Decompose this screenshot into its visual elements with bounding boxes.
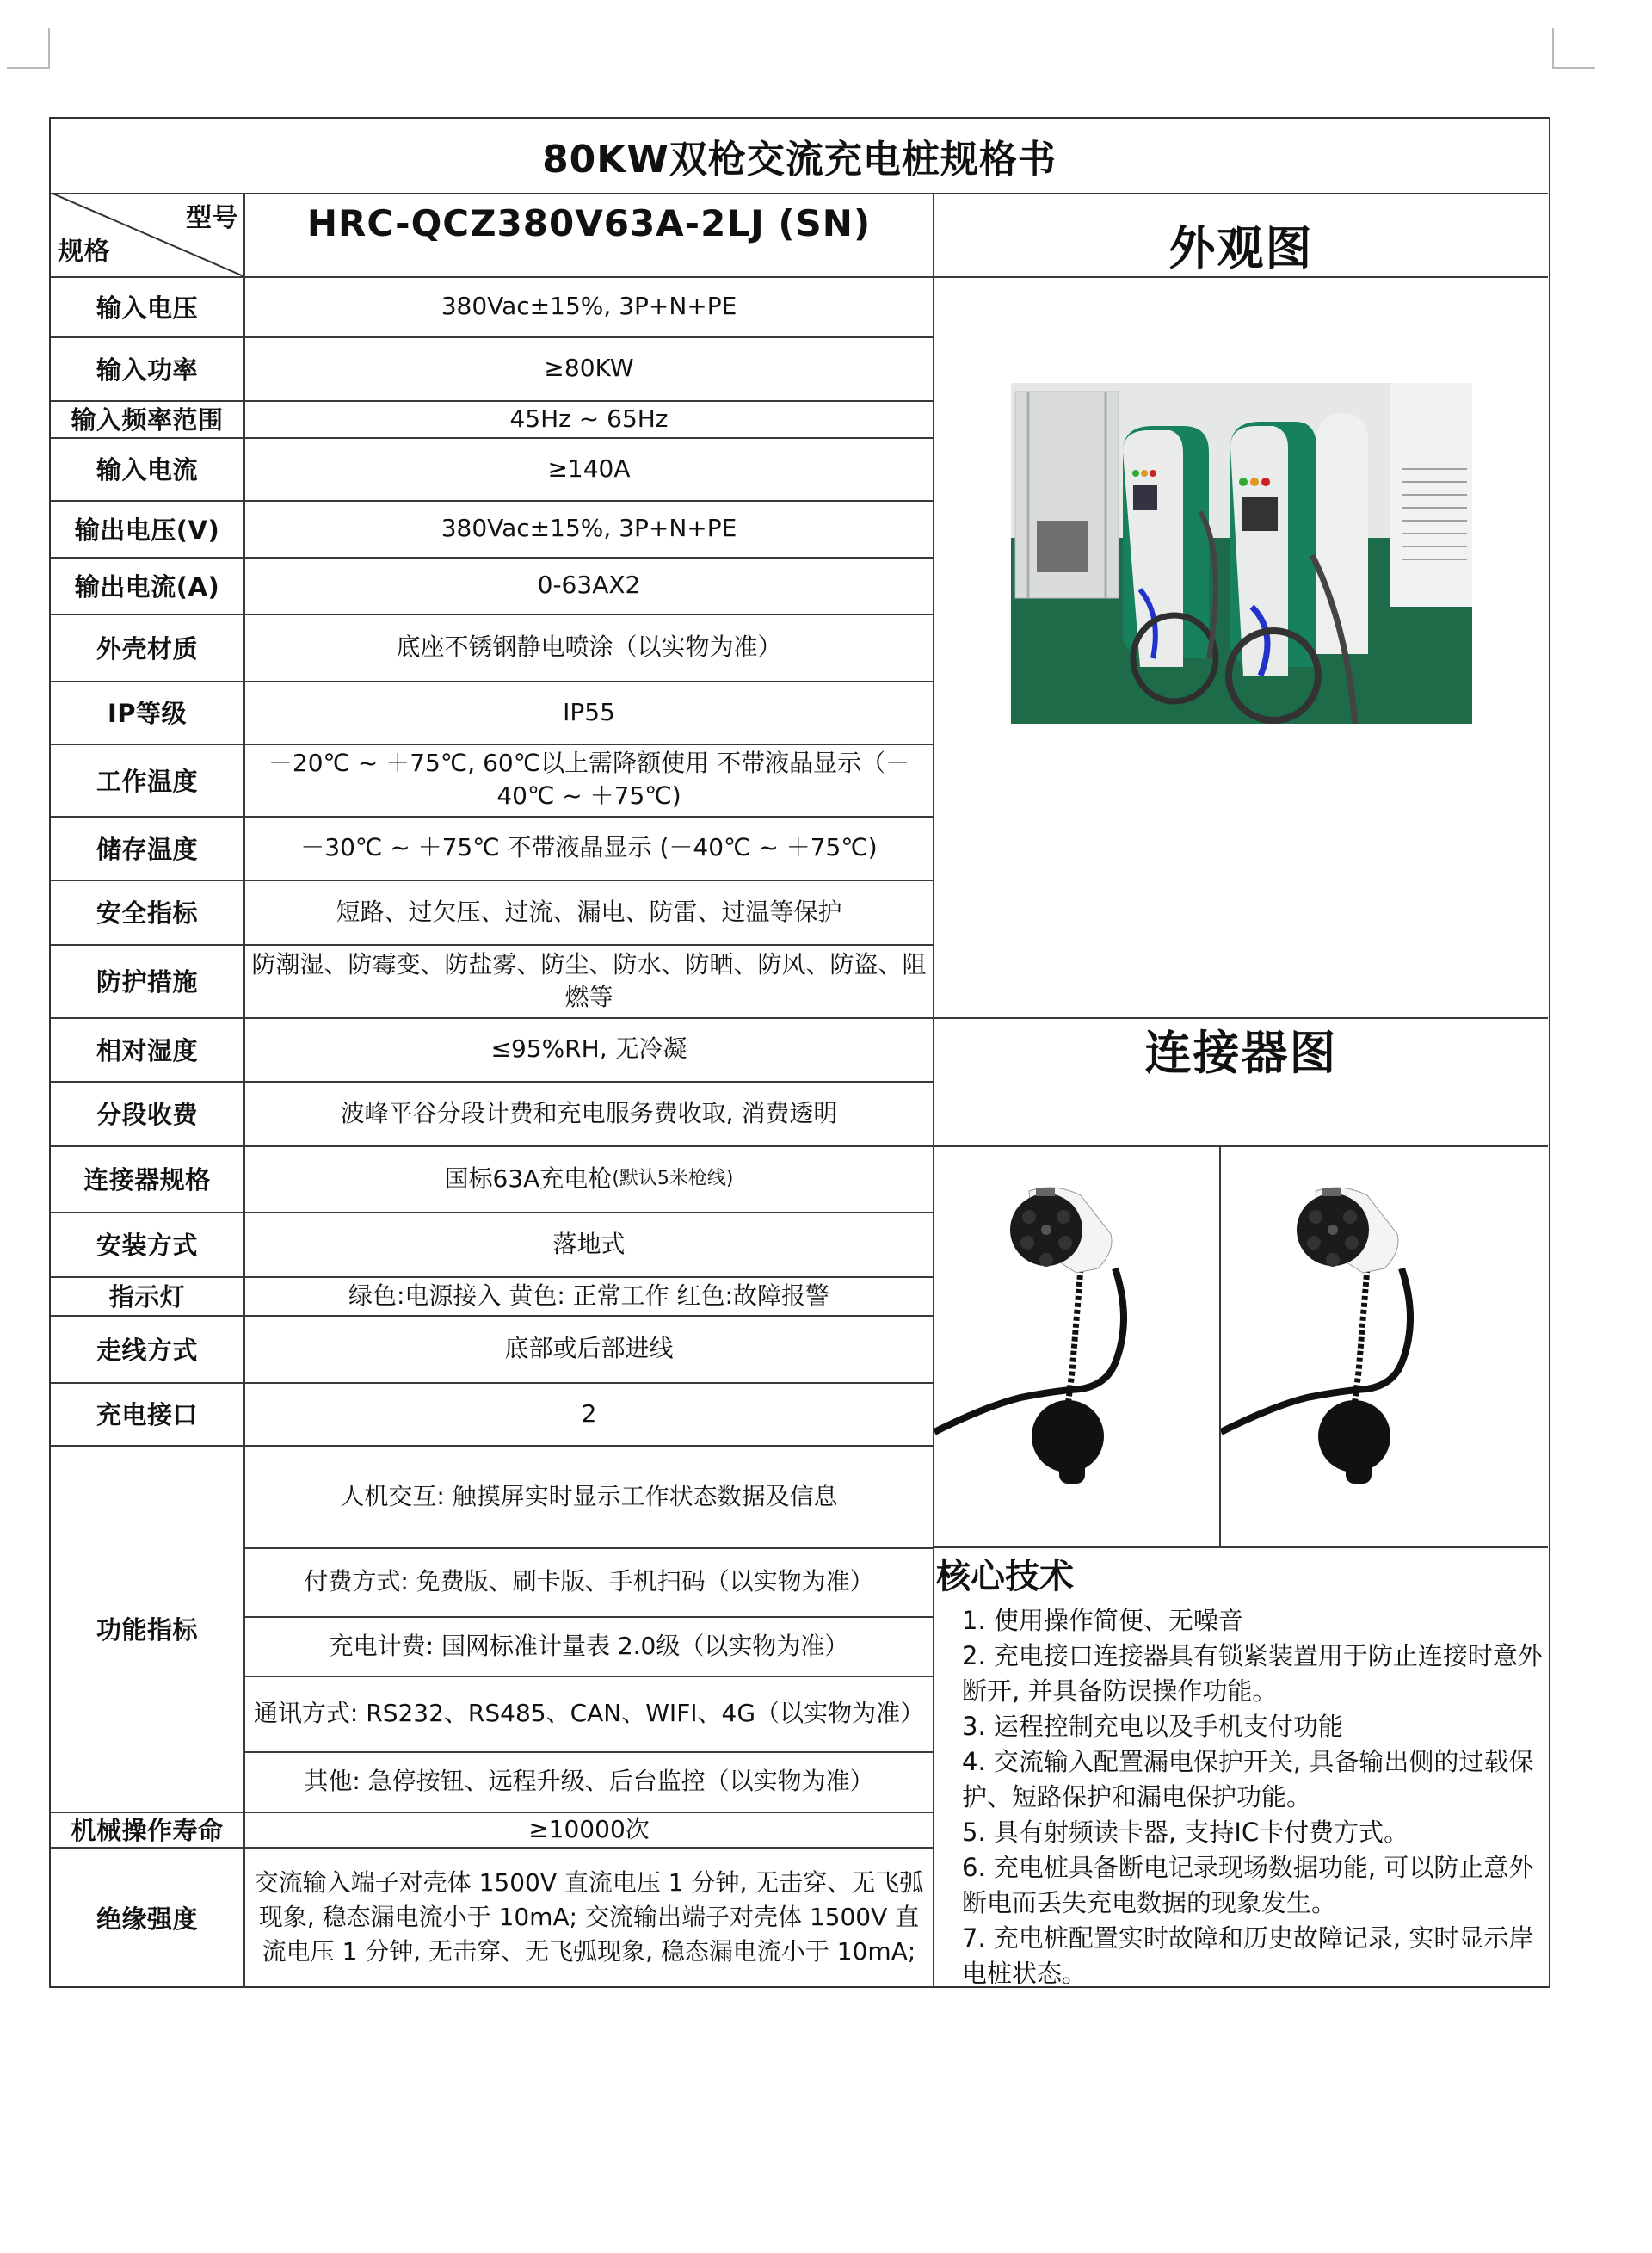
- document-title: 80KW双枪交流充电桩规格书: [542, 138, 1057, 182]
- spec-value: [245, 557, 933, 614]
- spec-value: [245, 1315, 933, 1382]
- spec-value-text: 45Hz ~ 65Hz: [509, 404, 669, 433]
- spec-value-text: 380Vac±15%, 3P+N+PE: [441, 514, 737, 542]
- spec-value: [245, 437, 933, 500]
- core-technology-item: 6. 充电桩具备断电记录现场数据功能, 可以防止意外断电而丢失充电数据的现象发生。: [962, 1853, 1534, 1917]
- spec-sheet-table: [49, 117, 1550, 1988]
- spec-value-text: 底座不锈钢静电喷涂（以实物为准）: [396, 633, 782, 661]
- charger-appearance-photo: [1011, 383, 1472, 724]
- spec-label: 安装方式: [96, 1231, 198, 1260]
- spec-value-text: 2: [581, 1398, 597, 1428]
- spec-label: 指示灯: [108, 1282, 186, 1312]
- connector-image-left: [934, 1148, 1218, 1546]
- function-item: 充电计费: 国网标准计量表 2.0级（以实物为准）: [329, 1631, 849, 1660]
- spec-value-text: 底部或后部进线: [504, 1334, 674, 1362]
- spec-value-text: 0-63AX2: [537, 571, 641, 599]
- spec-value: [245, 400, 933, 437]
- core-technology-item: 5. 具有射频读卡器, 支持IC卡付费方式。: [962, 1818, 1409, 1847]
- spec-value-note: (默认5米枪线): [612, 1167, 734, 1189]
- diagonal-header-cell: [51, 193, 243, 276]
- spec-value-text: 短路、过欠压、过流、漏电、防雷、过温等保护: [336, 897, 842, 926]
- spec-value: [245, 1017, 933, 1081]
- lifetime-value: ≥10000次: [528, 1814, 650, 1843]
- spec-label: 分段收费: [96, 1100, 198, 1129]
- spec-value: [245, 500, 933, 557]
- spec-value: [245, 816, 933, 880]
- connector-title: 连接器图: [1144, 1025, 1338, 1080]
- spec-label: 输出电流(A): [74, 571, 220, 602]
- spec-label: 走线方式: [96, 1335, 198, 1365]
- core-technology-item: 7. 充电桩配置实时故障和历史故障记录, 实时显示岸电桩状态。: [962, 1923, 1534, 1988]
- page-corner-mark-left: [7, 28, 50, 69]
- spec-value: [245, 614, 933, 681]
- spec-label: 充电接口: [96, 1400, 198, 1429]
- spec-label: 工作温度: [96, 766, 198, 796]
- spec-label: 输出电压(V): [74, 515, 220, 545]
- spec-value: [245, 681, 933, 744]
- function-item: 通讯方式: RS232、RS485、CAN、WIFI、4G（以实物为准）: [253, 1699, 925, 1727]
- spec-label: 安全指标: [96, 898, 198, 928]
- spec-value: [245, 276, 933, 336]
- core-technology-item: 4. 交流输入配置漏电保护开关, 具备输出侧的过载保护、短路保护和漏电保护功能。: [962, 1747, 1534, 1812]
- spec-value-text: 波峰平谷分段计费和充电服务费收取, 消费透明: [340, 1098, 838, 1127]
- insulation-label: 绝缘强度: [96, 1904, 198, 1934]
- spec-value-text: 绿色:电源接入 黄色: 正常工作 红色:故障报警: [348, 1281, 829, 1310]
- spec-value-text: 国标63A充电枪: [444, 1164, 613, 1193]
- spec-value-text: 落地式: [552, 1229, 626, 1258]
- spec-label: IP等级: [107, 699, 188, 728]
- spec-label: 储存温度: [96, 834, 198, 864]
- spec-value: [245, 336, 933, 400]
- spec-value: [245, 1276, 933, 1315]
- core-technology-item: 1. 使用操作简便、无噪音: [962, 1606, 1243, 1635]
- core-technology-item: 3. 运程控制充电以及手机支付功能: [962, 1712, 1343, 1741]
- spec-value: [245, 744, 933, 816]
- insulation-value: 交流输入端子对壳体 1500V 直流电压 1 分钟, 无击穿、无飞弧现象, 稳态漏电流小于 10mA; 交流输出端子对壳体 1500V 直流电压 1 分钟, 无击穿、无飞弧现象, 稳态漏电流小于 10mA;: [254, 1868, 924, 1966]
- core-technology-title: 核心技术: [936, 1557, 1074, 1596]
- spec-value-text: ≥140A: [547, 454, 631, 483]
- spec-value: [245, 1382, 933, 1445]
- core-technology-item: 2. 充电接口连接器具有锁紧装置用于防止连接时意外断开, 并具备防误操作功能。: [962, 1641, 1543, 1706]
- spec-value-text: －30℃ ~ ＋75℃ 不带液晶显示 (－40℃ ~ ＋75℃): [300, 833, 878, 861]
- appearance-title: 外观图: [1168, 221, 1314, 275]
- function-item: 人机交互: 触摸屏实时显示工作状态数据及信息: [340, 1481, 838, 1510]
- model-label: 型号: [186, 203, 238, 233]
- spec-value-text: IP55: [563, 697, 615, 726]
- spec-label: 连接器规格: [83, 1165, 211, 1194]
- charging-gun-icon: [934, 1148, 1218, 1546]
- spec-value: [245, 1081, 933, 1145]
- function-item: 付费方式: 免费版、刷卡版、手机扫码（以实物为准）: [304, 1567, 874, 1596]
- function-item: 其他: 急停按钮、远程升级、后台监控（以实物为准）: [304, 1767, 874, 1795]
- functions-label: 功能指标: [96, 1614, 198, 1645]
- page-corner-mark-right: [1552, 28, 1595, 69]
- spec-label: 规格: [58, 237, 110, 267]
- spec-value-text: ≤95%RH, 无冷凝: [490, 1034, 687, 1063]
- spec-value: [245, 944, 933, 1017]
- spec-label: 输入功率: [96, 355, 198, 385]
- connector-image-right: [1221, 1148, 1546, 1546]
- charger-photo-illustration: [1011, 383, 1472, 724]
- spec-value: [245, 1145, 933, 1212]
- spec-label: 防护措施: [96, 967, 198, 997]
- spec-value: [245, 1212, 933, 1276]
- core-technology-section: [936, 1549, 1543, 1991]
- spec-value-text: 380Vac±15%, 3P+N+PE: [441, 292, 737, 320]
- spec-label: 外壳材质: [96, 633, 198, 664]
- spec-value-text: －20℃ ~ ＋75℃, 60℃以上需降额使用 不带液晶显示（－40℃ ~ ＋75℃): [268, 749, 910, 810]
- spec-label: 输入电流: [96, 455, 198, 485]
- spec-label: 输入频率范围: [71, 405, 224, 435]
- lifetime-label: 机械操作寿命: [71, 1816, 224, 1845]
- spec-label: 输入电压: [96, 293, 198, 323]
- charging-gun-icon: [1221, 1148, 1546, 1546]
- spec-value-text: 防潮湿、防霉变、防盐雾、防尘、防水、防晒、防风、防盗、阻燃等: [251, 949, 927, 1011]
- spec-value-text: ≥80KW: [544, 354, 634, 382]
- spec-value: [245, 880, 933, 944]
- model-number: HRC-QCZ380V63A-2LJ (SN): [306, 201, 872, 244]
- spec-label: 相对湿度: [96, 1035, 198, 1065]
